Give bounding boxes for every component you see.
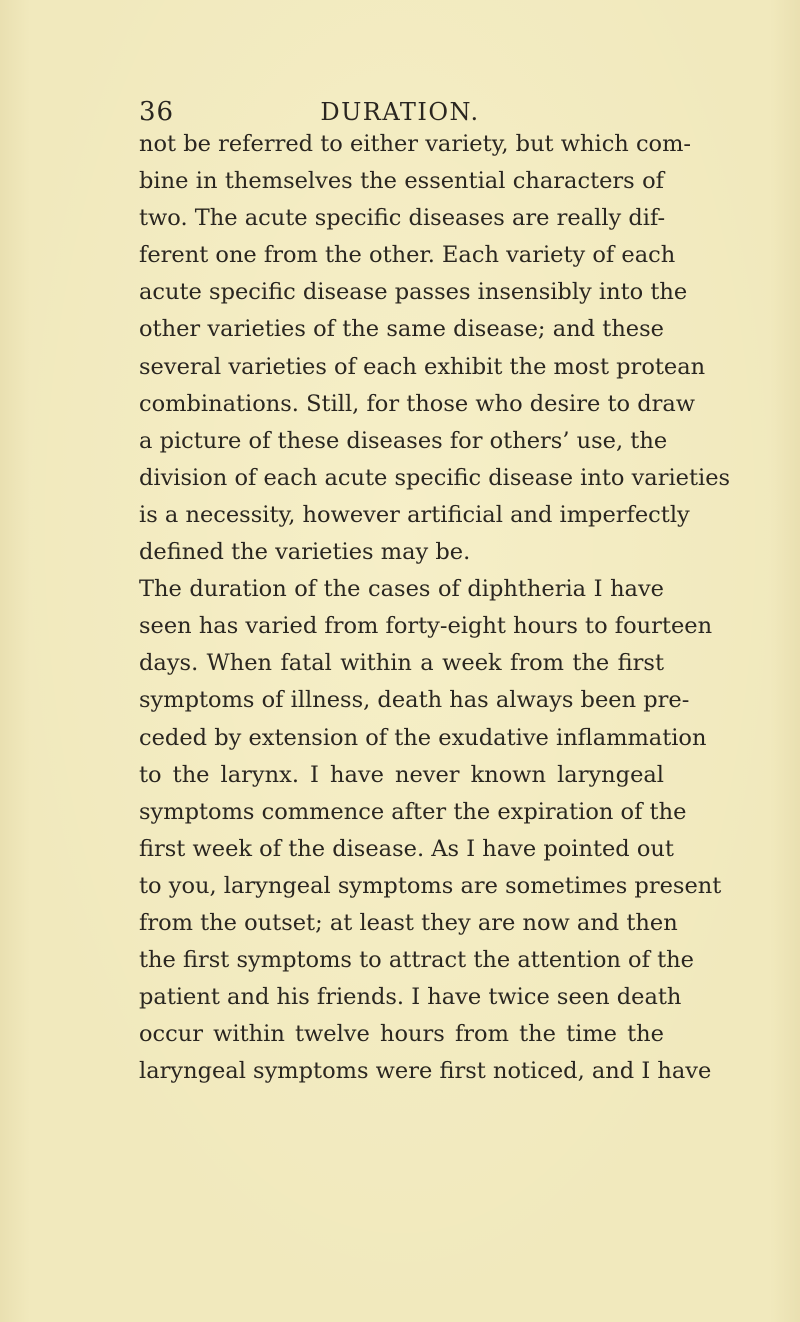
text-line: two. The acute specific diseases are really dif- — [139, 205, 666, 232]
text-line: division of each acute specific disease into varieties — [139, 464, 731, 491]
text-line: not be referred to either variety, but which com- — [139, 131, 692, 157]
page-number: 36 — [139, 97, 175, 127]
text-line: to the larynx. I have never known laryngeal — [139, 761, 664, 788]
text-line: The duration of the cases of diphtheria I have — [139, 576, 664, 603]
text-line: to you, laryngeal symptoms are sometimes present — [139, 872, 722, 899]
text-line: patient and his friends. I have twice seen death — [139, 984, 682, 1011]
text-line: other varieties of the same disease; and these — [139, 316, 664, 343]
text-line: is a necessity, however artificial and imperfectly — [139, 501, 690, 528]
text-line: laryngeal symptoms were first noticed, and I have — [139, 1058, 712, 1085]
header-title: DURATION. — [320, 98, 480, 126]
text-line: acute specific disease passes insensibly into the — [139, 279, 688, 306]
text-line: ferent one from the other. Each variety of each — [139, 242, 676, 269]
text-line: from the outset; at least they are now and then — [139, 909, 678, 936]
text-line: days. When fatal within a week from the first — [139, 650, 664, 677]
body-text — [139, 126, 731, 1090]
text-line: symptoms commence after the expiration of the — [139, 798, 687, 825]
text-line: first week of the disease. As I have pointed out — [139, 835, 674, 862]
text-line: seen has varied from forty-eight hours to fourteen — [139, 613, 713, 640]
text-line: several varieties of each exhibit the most protean — [139, 353, 706, 380]
text-line: ceded by extension of the exudative inflammation — [139, 724, 707, 751]
text-line: the first symptoms to attract the attention of the — [139, 947, 694, 974]
text-line: bine in themselves the essential characters of — [139, 168, 664, 195]
text-line: defined the varieties may be. — [139, 539, 471, 566]
text-line: a picture of these diseases for others’ use, the — [139, 427, 668, 454]
text-line: symptoms of illness, death has always been pre- — [139, 687, 690, 714]
text-line: occur within twelve hours from the time the — [139, 1021, 664, 1048]
text-line: combinations. Still, for those who desire to draw — [139, 390, 696, 417]
